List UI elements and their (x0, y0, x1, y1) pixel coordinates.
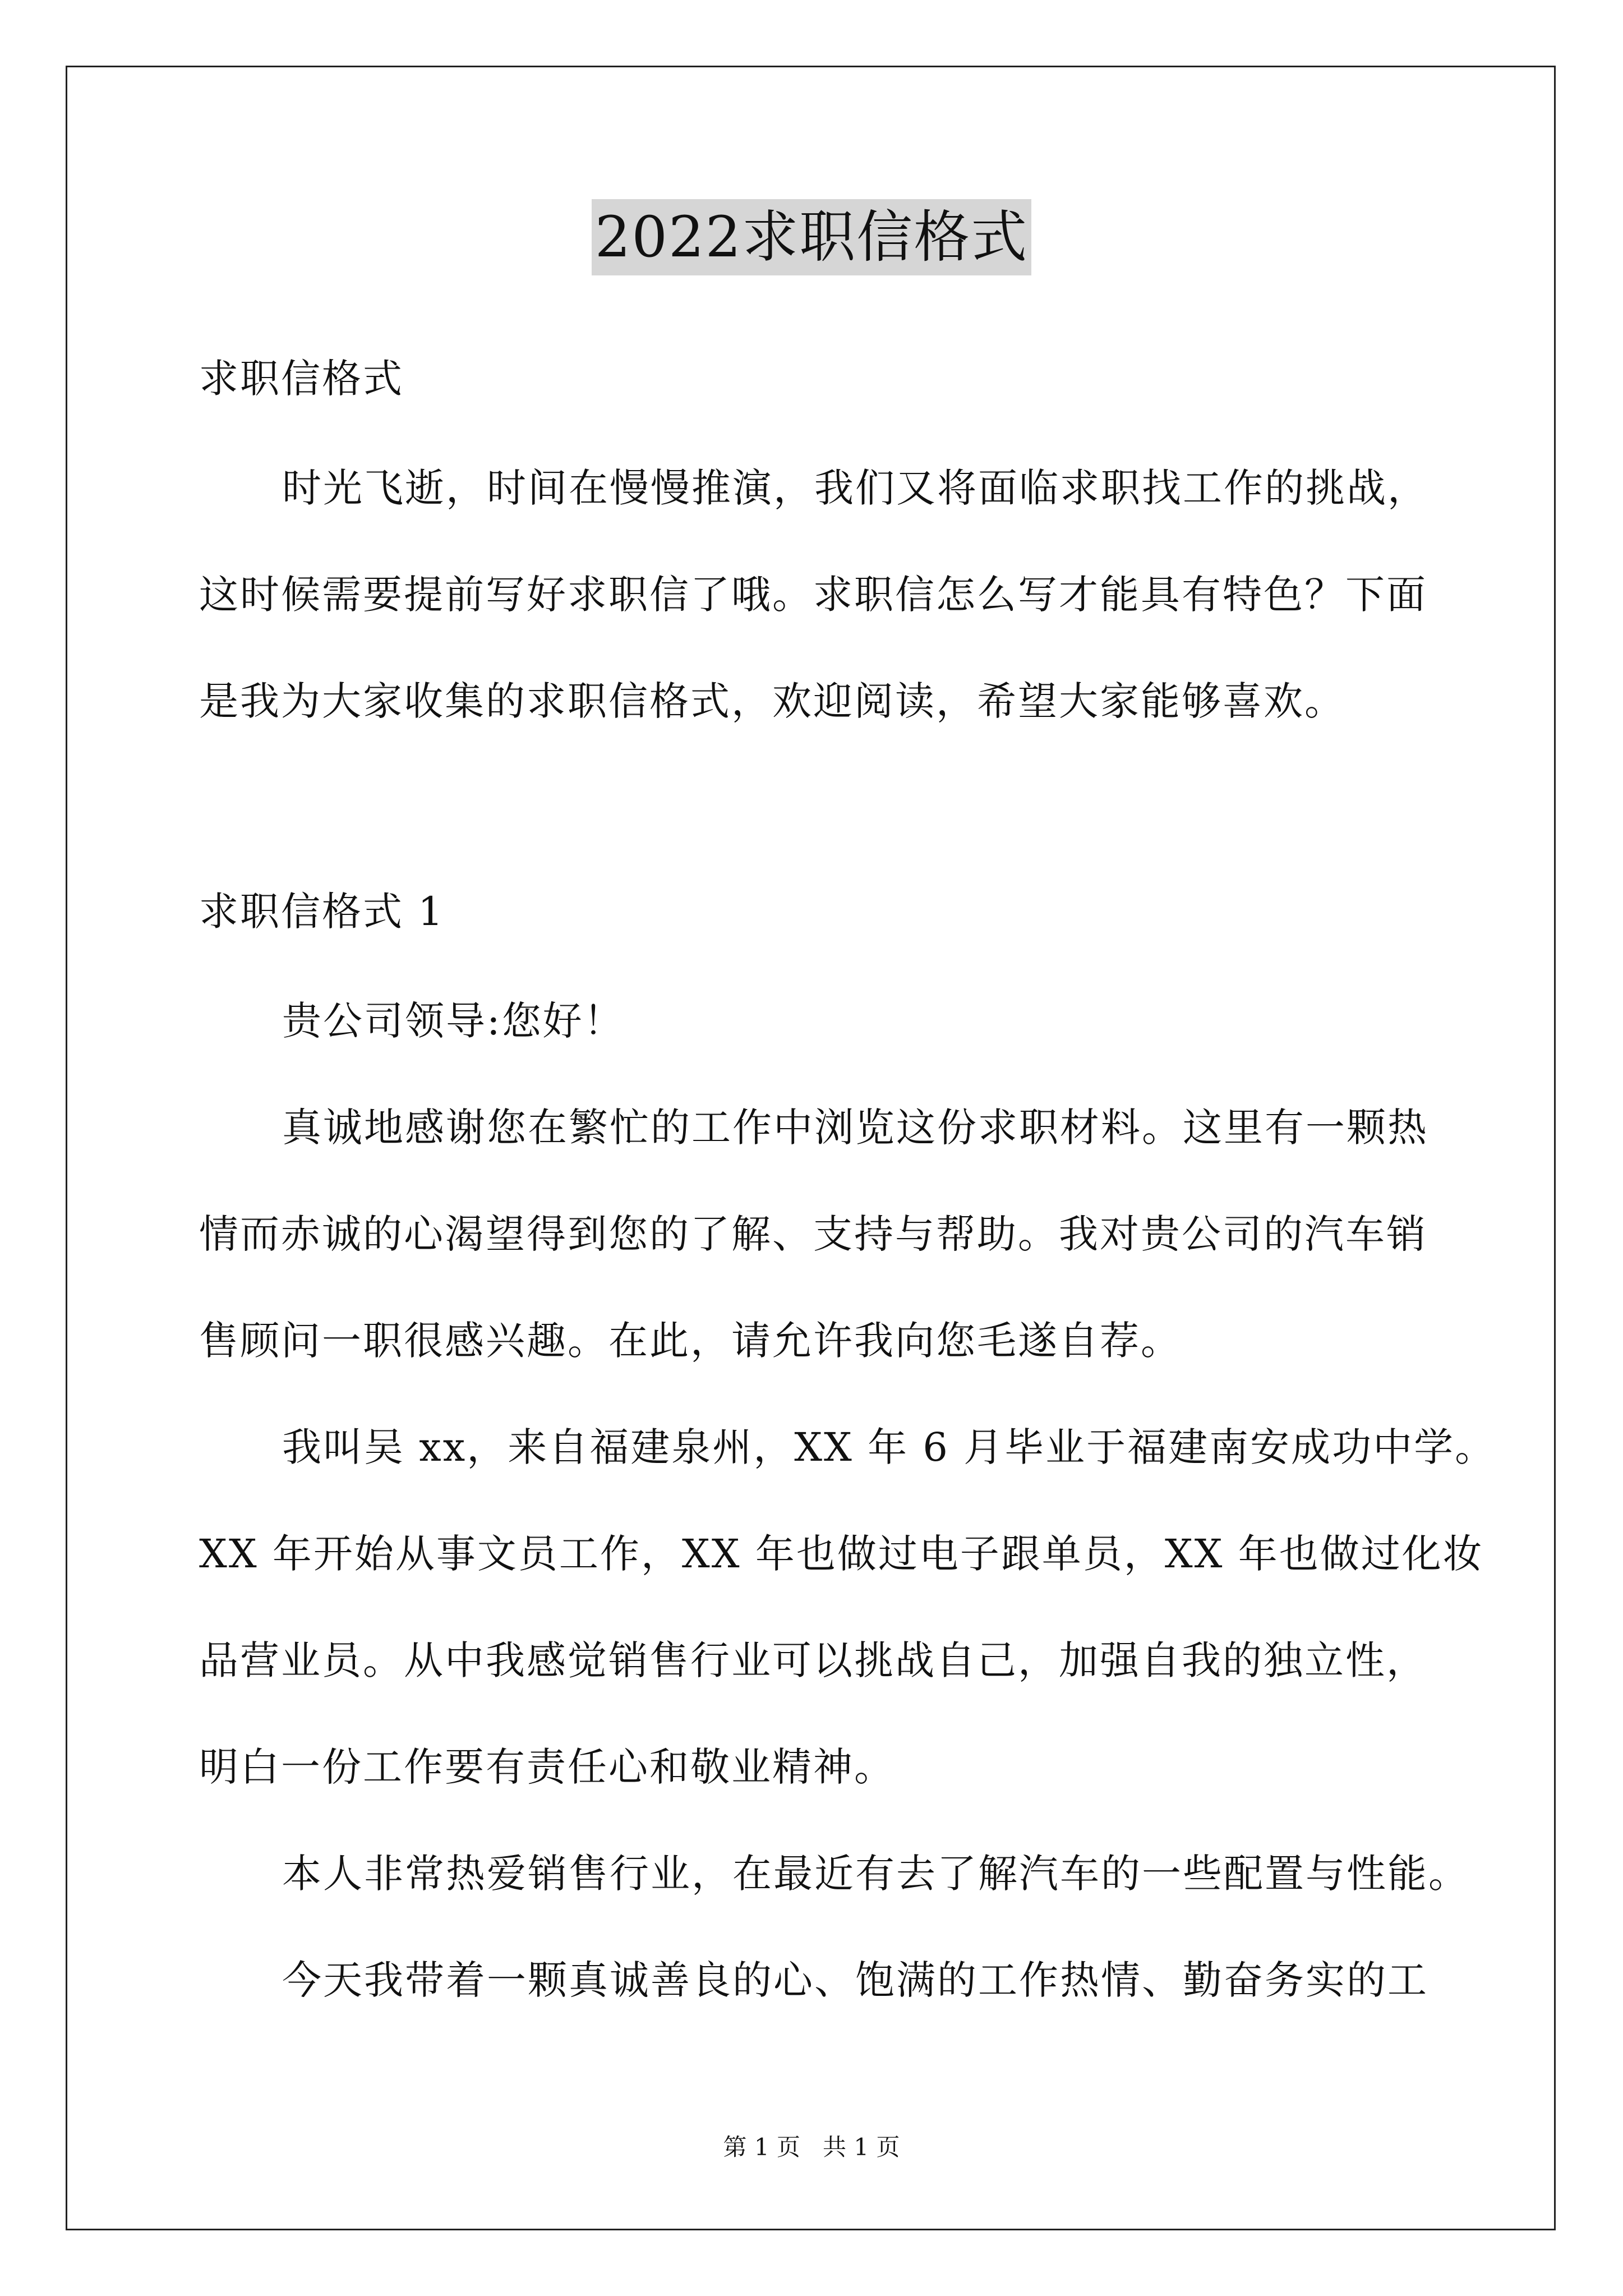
paragraph-line: 我叫吴 xx，来自福建泉州，XX 年 6 月毕业于福建南安成功中学。 (282, 1424, 1496, 1470)
paragraph-line: 本人非常热爱销售行业，在最近有去了解汽车的一些配置与性能。 (282, 1851, 1469, 1897)
paragraph-line: 这时候需要提前写好求职信了哦。求职信怎么写才能具有特色？下面 (199, 572, 1427, 618)
section-heading: 求职信格式 (199, 356, 404, 402)
page-footer: 第 1 页 共 1 页 (723, 2133, 900, 2161)
paragraph-line: 时光飞逝，时间在慢慢推演，我们又将面临求职找工作的挑战， (282, 465, 1428, 511)
paragraph-line: 今天我带着一颗真诚善良的心、饱满的工作热情、勤奋务实的工 (282, 1957, 1428, 2003)
paragraph-line: 售顾问一职很感兴趣。在此，请允许我向您毛遂自荐。 (199, 1318, 1182, 1364)
salutation: 贵公司领导:您好！ (282, 998, 625, 1044)
paragraph-line: 情而赤诚的心渴望得到您的了解、支持与帮助。我对贵公司的汽车销 (199, 1211, 1427, 1257)
paragraph-line: 明白一份工作要有责任心和敬业精神。 (199, 1744, 895, 1790)
title-container (0, 199, 1623, 275)
paragraph-line: XX 年开始从事文员工作，XX 年也做过电子跟单员，XX 年也做过化妆 (199, 1531, 1484, 1577)
section-heading: 求职信格式 1 (199, 889, 445, 935)
paragraph-line: 是我为大家收集的求职信格式，欢迎阅读，希望大家能够喜欢。 (199, 678, 1345, 724)
document-title[interactable]: 2022求职信格式 (592, 199, 1032, 275)
paragraph-line: 真诚地感谢您在繁忙的工作中浏览这份求职材料。这里有一颗热 (282, 1105, 1428, 1151)
paragraph-line: 品营业员。从中我感觉销售行业可以挑战自己，加强自我的独立性， (199, 1637, 1427, 1683)
